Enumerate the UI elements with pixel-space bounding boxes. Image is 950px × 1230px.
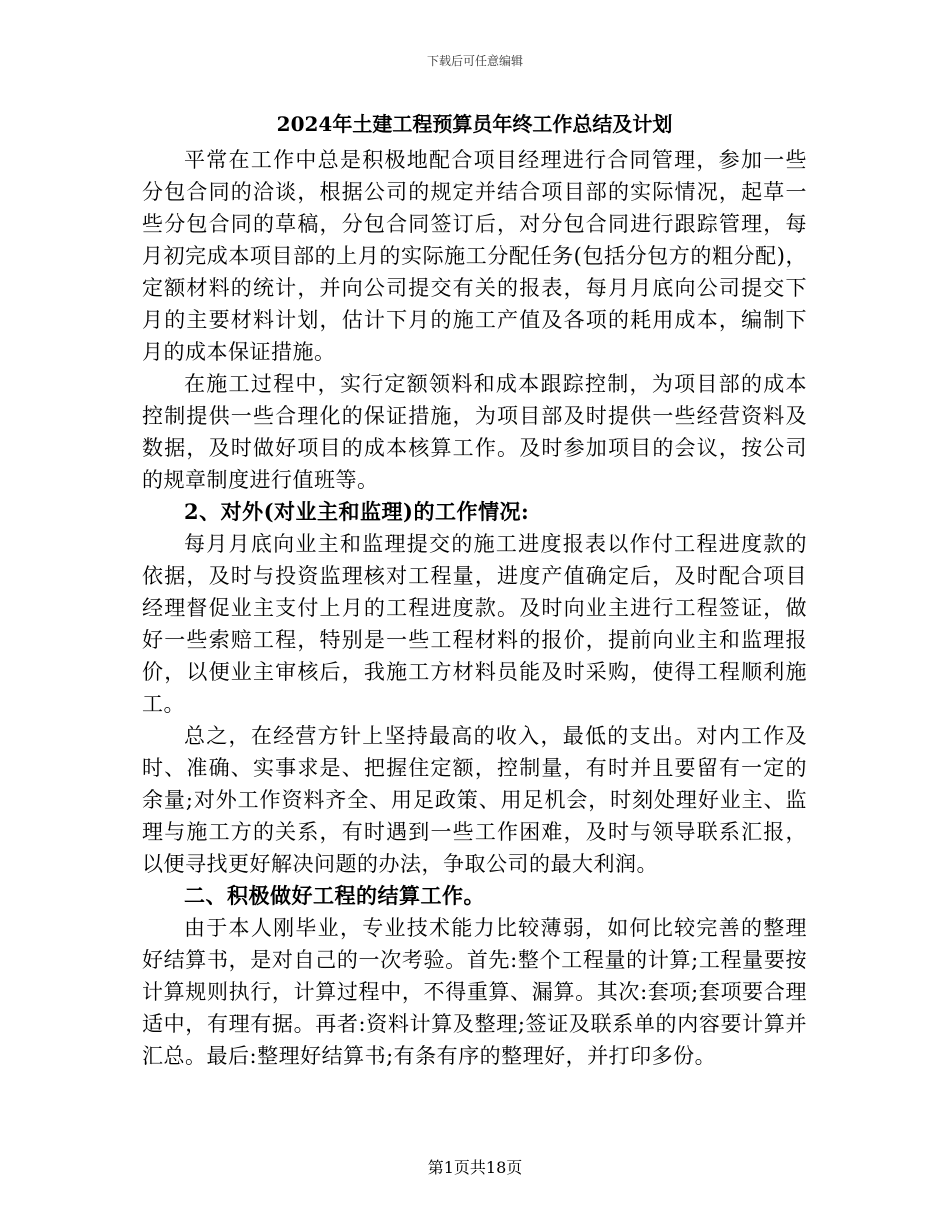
paragraph-5: 由于本人刚毕业，专业技术能力比较薄弱，如何比较完善的整理好结算书，是对自己的一次考验。首先:整个工程量的计算;工程量要按计算规则执行，计算过程中，不得重算、漏算。其次:套项;套项要合理适中，有理有据。再者:资料计算及整理;签证及联系单的内容要计算并汇总。最后:整理好结算书;有条有序的整理好，并打印多份。 xyxy=(142,916,807,1068)
page-footer: 第1页共18页 xyxy=(427,1158,523,1177)
section-heading-settlement: 二、积极做好工程的结算工作。 xyxy=(184,883,485,908)
document-body xyxy=(142,108,807,1072)
section-heading-external-work: 2、对外(对业主和监理)的工作情况: xyxy=(184,499,530,524)
paragraph-4: 总之，在经营方针上坚持最高的收入，最低的支出。对内工作及时、准确、实事求是、把握住定额，控制量，有时并且要留有一定的余量;对外工作资料齐全、用足政策、用足机会，时刻处理好业主、监理与施工方的关系，有时遇到一些工作困难，及时与领导联系汇报，以便寻找更好解决问题的办法，争取公司的最大利润。 xyxy=(142,724,807,876)
paragraph-3: 每月月底向业主和监理提交的施工进度报表以作付工程进度款的依据，及时与投资监理核对工程量，进度产值确定后，及时配合项目经理督促业主支付上月的工程进度款。及时向业主进行工程签证，做好一些索赔工程，特别是一些工程材料的报价，提前向业主和监理报价，以便业主审核后，我施工方材料员能及时采购，使得工程顺利施工。 xyxy=(142,532,807,716)
paragraph-2: 在施工过程中，实行定额领料和成本跟踪控制，为项目部的成本控制提供一些合理化的保证措施，为项目部及时提供一些经营资料及数据，及时做好项目的成本核算工作。及时参加项目的会议，按公司的规章制度进行值班等。 xyxy=(142,372,807,492)
header-note: 下载后可任意编辑 xyxy=(426,54,523,68)
paragraph-1: 平常在工作中总是积极地配合项目经理进行合同管理，参加一些分包合同的洽谈，根据公司的规定并结合项目部的实际情况，起草一些分包合同的草稿，分包合同签订后，对分包合同进行跟踪管理，每月初完成本项目部的上月的实际施工分配任务(包括分包方的粗分配)，定额材料的统计，并向公司提交有关的报表，每月月底向公司提交下月的主要材料计划，估计下月的施工产值及各项的耗用成本，编制下月的成本保证措施。 xyxy=(142,148,807,364)
document-title: 2024年土建工程预算员年终工作总结及计划 xyxy=(276,112,673,136)
